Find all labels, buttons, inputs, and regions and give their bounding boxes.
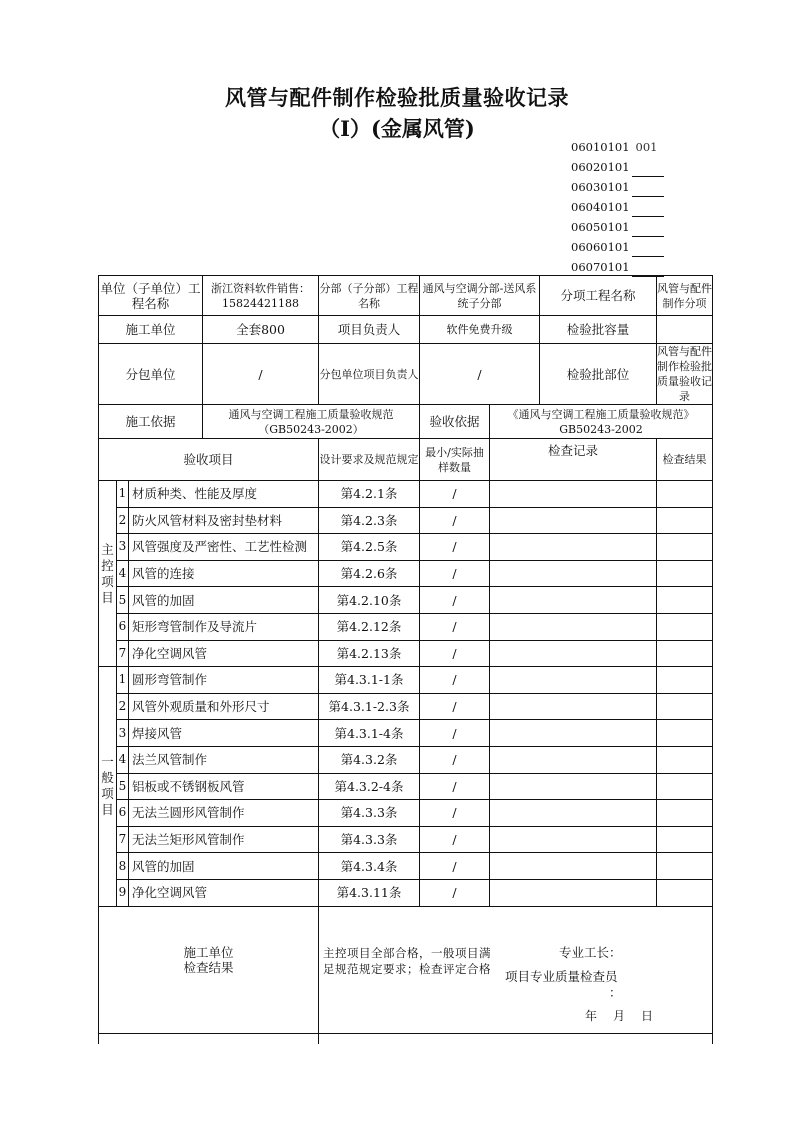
foreman-label: 专业工长： [559, 944, 622, 960]
basis-label: 施工依据 [99, 405, 203, 439]
result-cell[interactable] [657, 720, 713, 747]
subcontract-value[interactable]: / [203, 344, 319, 405]
table-row: 3 风管强度及严密性、工艺性检测 第4.2.5条 / [99, 534, 713, 561]
code-line: 06040101 [571, 197, 664, 217]
result-cell[interactable] [657, 826, 713, 853]
construction-unit-label: 施工单位 [99, 316, 203, 344]
acceptance-table [98, 275, 713, 1093]
code-line: 06050101 [571, 217, 664, 237]
page-bottom-margin [0, 1044, 794, 1123]
table-row: 8 风管的加固 第4.3.4条 / [99, 853, 713, 880]
table-row: 2 风管外观质量和外形尺寸 第4.3.1-2.3条 / [99, 693, 713, 720]
record-cell[interactable] [490, 826, 657, 853]
table-row: 7 净化空调风管 第4.2.13条 / [99, 640, 713, 667]
project-manager-label: 项目负责人 [319, 316, 420, 344]
batch-part-label: 检验批部位 [540, 344, 657, 405]
record-cell[interactable] [490, 587, 657, 614]
result-cell[interactable] [657, 800, 713, 827]
construction-unit-value[interactable]: 全套800 [203, 316, 319, 344]
subdivision-label: 分部（子分部）工程名称 [319, 276, 420, 316]
code-line: 06060101 [571, 237, 664, 257]
table-row: 6 矩形弯管制作及导流片 第4.2.12条 / [99, 613, 713, 640]
result-cell[interactable] [657, 640, 713, 667]
column-sample: 最小/实际抽样数量 [420, 439, 490, 481]
table-row: 6 无法兰圆形风管制作 第4.3.3条 / [99, 800, 713, 827]
record-cell[interactable] [490, 853, 657, 880]
code-line: 06070101 [571, 257, 664, 277]
document-subtitle: （Ⅰ）(金属风管) [319, 116, 475, 141]
record-cell[interactable] [490, 773, 657, 800]
result-cell[interactable] [657, 667, 713, 694]
record-cell[interactable] [490, 534, 657, 561]
record-cell[interactable] [490, 800, 657, 827]
table-row: 5 风管的加固 第4.2.10条 / [99, 587, 713, 614]
batch-capacity-label: 检验批容量 [540, 316, 657, 344]
result-cell[interactable] [657, 613, 713, 640]
table-row: 4 法兰风管制作 第4.3.2条 / [99, 746, 713, 773]
table-row: 2 防火风管材料及密封垫材料 第4.2.3条 / [99, 507, 713, 534]
result-cell[interactable] [657, 534, 713, 561]
subitem-label: 分项工程名称 [540, 276, 657, 316]
column-item: 验收项目 [99, 439, 319, 481]
subcontract-manager-label: 分包单位项目负责人 [319, 344, 420, 405]
unit-label: 单位（子单位）工程名称 [99, 276, 203, 316]
code-line: 06030101 [571, 177, 664, 197]
column-record: 检查记录 [490, 439, 657, 481]
result-cell[interactable] [657, 693, 713, 720]
record-cell[interactable] [490, 507, 657, 534]
subcontract-label: 分包单位 [99, 344, 203, 405]
code-blank[interactable] [632, 243, 664, 257]
record-cell[interactable] [490, 667, 657, 694]
column-design: 设计要求及规范规定 [319, 439, 420, 481]
basis-value[interactable]: 通风与空调工程施工质量验收规范（GB50243-2002） [203, 405, 420, 439]
result-cell[interactable] [657, 853, 713, 880]
record-cell[interactable] [490, 693, 657, 720]
main-control-label: 主控项目 [99, 481, 117, 667]
project-manager-value[interactable]: 软件免费升级 [420, 316, 540, 344]
column-result: 检查结果 [657, 439, 713, 481]
record-cell[interactable] [490, 720, 657, 747]
code-list [571, 137, 664, 277]
date-label: 年 月 日 [585, 1008, 656, 1023]
result-cell[interactable] [657, 879, 713, 906]
acceptance-basis-label: 验收依据 [420, 405, 490, 439]
result-cell[interactable] [657, 481, 713, 508]
construction-check-cell[interactable] [319, 906, 713, 1033]
batch-capacity-value[interactable] [657, 316, 713, 344]
code-blank[interactable] [632, 223, 664, 237]
batch-part-value[interactable]: 风管与配件制作检验批质量验收记录 [657, 345, 713, 403]
code-line: 06020101 [571, 157, 664, 177]
table-row: 5 铝板或不锈钢板风管 第4.3.2-4条 / [99, 773, 713, 800]
document-title: 风管与配件制作检验批质量验收记录 [225, 85, 569, 110]
unit-value[interactable]: 浙江资料软件销售：15824421188 [203, 276, 319, 316]
check-conclusion: 主控项目全部合格，一般项目满足规范规定要求；检查评定合格 [323, 945, 491, 976]
record-cell[interactable] [490, 640, 657, 667]
code-suffix: 001 [635, 140, 658, 154]
table-row: 一般项目 1 圆形弯管制作 第4.3.1-1条 / [99, 667, 713, 694]
table-row: 主控项目 1 材质种类、性能及厚度 第4.2.1条 / [99, 481, 713, 508]
code-blank[interactable] [632, 203, 664, 217]
result-cell[interactable] [657, 773, 713, 800]
record-cell[interactable] [490, 879, 657, 906]
result-cell[interactable] [657, 560, 713, 587]
code-blank[interactable] [632, 163, 664, 177]
acceptance-basis-value[interactable]: 《通风与空调工程施工质量验收规范》GB50243-2002 [490, 405, 713, 439]
table-row: 3 焊接风管 第4.3.1-4条 / [99, 720, 713, 747]
record-cell[interactable] [490, 613, 657, 640]
inspector-colon: ： [609, 984, 622, 1000]
general-label: 一般项目 [99, 667, 117, 906]
subdivision-value[interactable]: 通风与空调分部-送风系统子分部 [420, 276, 540, 316]
code-blank[interactable] [632, 183, 664, 197]
result-cell[interactable] [657, 746, 713, 773]
table-row: 7 无法兰矩形风管制作 第4.3.3条 / [99, 826, 713, 853]
inspector-label: 项目专业质量检查员 [505, 968, 618, 984]
record-cell[interactable] [490, 481, 657, 508]
record-cell[interactable] [490, 746, 657, 773]
table-row: 9 净化空调风管 第4.3.11条 / [99, 879, 713, 906]
record-cell[interactable] [490, 560, 657, 587]
subcontract-manager-value[interactable]: / [420, 344, 540, 405]
result-cell[interactable] [657, 587, 713, 614]
code-line: 06010101 001 [571, 140, 658, 154]
subitem-value[interactable]: 风管与配件制作分项 [657, 276, 713, 316]
table-row: 4 风管的连接 第4.2.6条 / [99, 560, 713, 587]
result-cell[interactable] [657, 507, 713, 534]
construction-check-label: 施工单位 检查结果 [99, 906, 319, 1033]
